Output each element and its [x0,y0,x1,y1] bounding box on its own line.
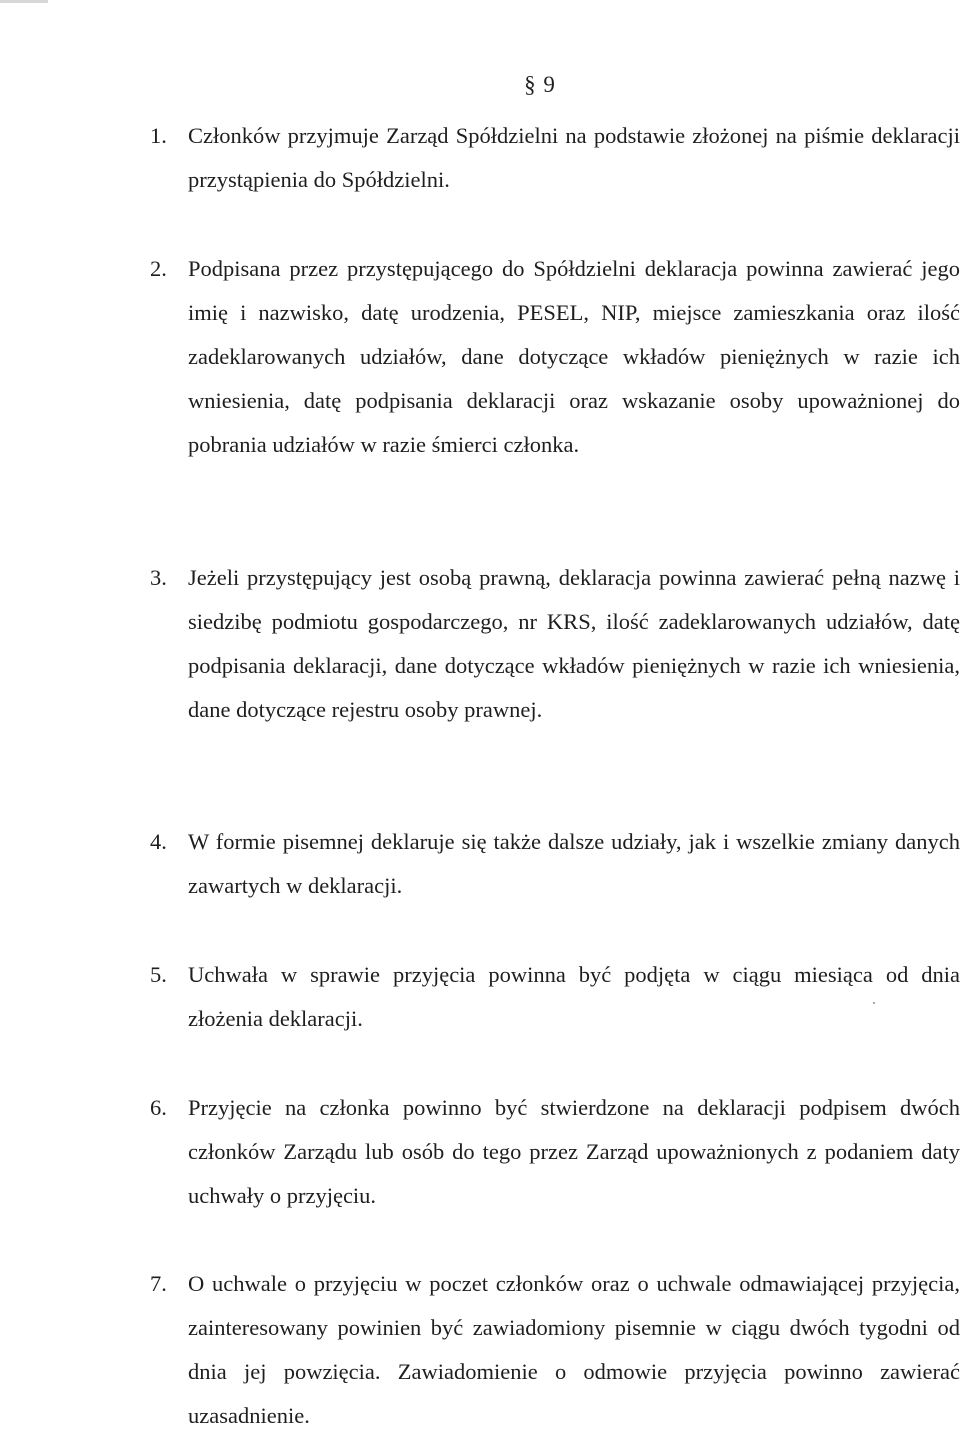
item-text: W formie pisemnej deklaruje się także dalsze udziały, jak i wszelkie zmiany danych zawartych w deklaracji. [188,829,960,898]
list-item-3 [150,556,960,732]
scan-speck [873,1002,875,1004]
item-text: O uchwale o przyjęciu w poczet członków oraz o uchwale odmawiającej przyjęcia, zainteresowany powinien być zawiadomiony pisemnie w ciągu dwóch tygodni od dnia jej powzięcia. Zawiadomienie o odmowie przyjęcia powinno zawierać uzasadnienie. [188,1271,960,1428]
section-heading: § 9 [524,72,556,97]
scan-edge-mark [0,0,48,3]
item-number: 4. [150,829,167,854]
list-item-6 [150,1086,960,1218]
item-number: 1. [150,123,167,148]
item-number: 5. [150,962,167,987]
list-item-7 [150,1262,960,1438]
item-number: 7. [150,1271,167,1296]
item-text: Członków przyjmuje Zarząd Spółdzielni na podstawie złożonej na piśmie deklaracji przystąpienia do Spółdzielni. [188,123,960,192]
item-text: Uchwała w sprawie przyjęcia powinna być podjęta w ciągu miesiąca od dnia złożenia deklaracji. [188,962,960,1031]
item-text: Podpisana przez przystępującego do Spółdzielni deklaracja powinna zawierać jego imię i nazwisko, datę urodzenia, PESEL, NIP, miejsce zamieszkania oraz ilość zadeklarowanych udziałów, dane dotyczące wkładów pieniężnych w razie ich wniesienia, datę podpisania deklaracji oraz wskazanie osoby upoważnionej do pobrania udziałów w razie śmierci członka. [188,256,960,457]
list-item-2 [150,247,960,467]
item-number: 6. [150,1095,167,1120]
item-number: 3. [150,565,167,590]
item-text: Jeżeli przystępujący jest osobą prawną, deklaracja powinna zawierać pełną nazwę i siedzibę podmiotu gospodarczego, nr KRS, ilość zadeklarowanych udziałów, datę podpisania deklaracji, dane dotyczące wkładów pieniężnych w razie ich wniesienia, dane dotyczące rejestru osoby prawnej. [188,565,960,722]
item-number: 2. [150,256,167,281]
list-item-4 [150,820,960,908]
item-text: Przyjęcie na członka powinno być stwierdzone na deklaracji podpisem dwóch członków Zarządu lub osób do tego przez Zarząd upoważnionych z podaniem daty uchwały o przyjęciu. [188,1095,960,1208]
list-item-1 [150,114,960,202]
list-item-5 [150,953,960,1041]
